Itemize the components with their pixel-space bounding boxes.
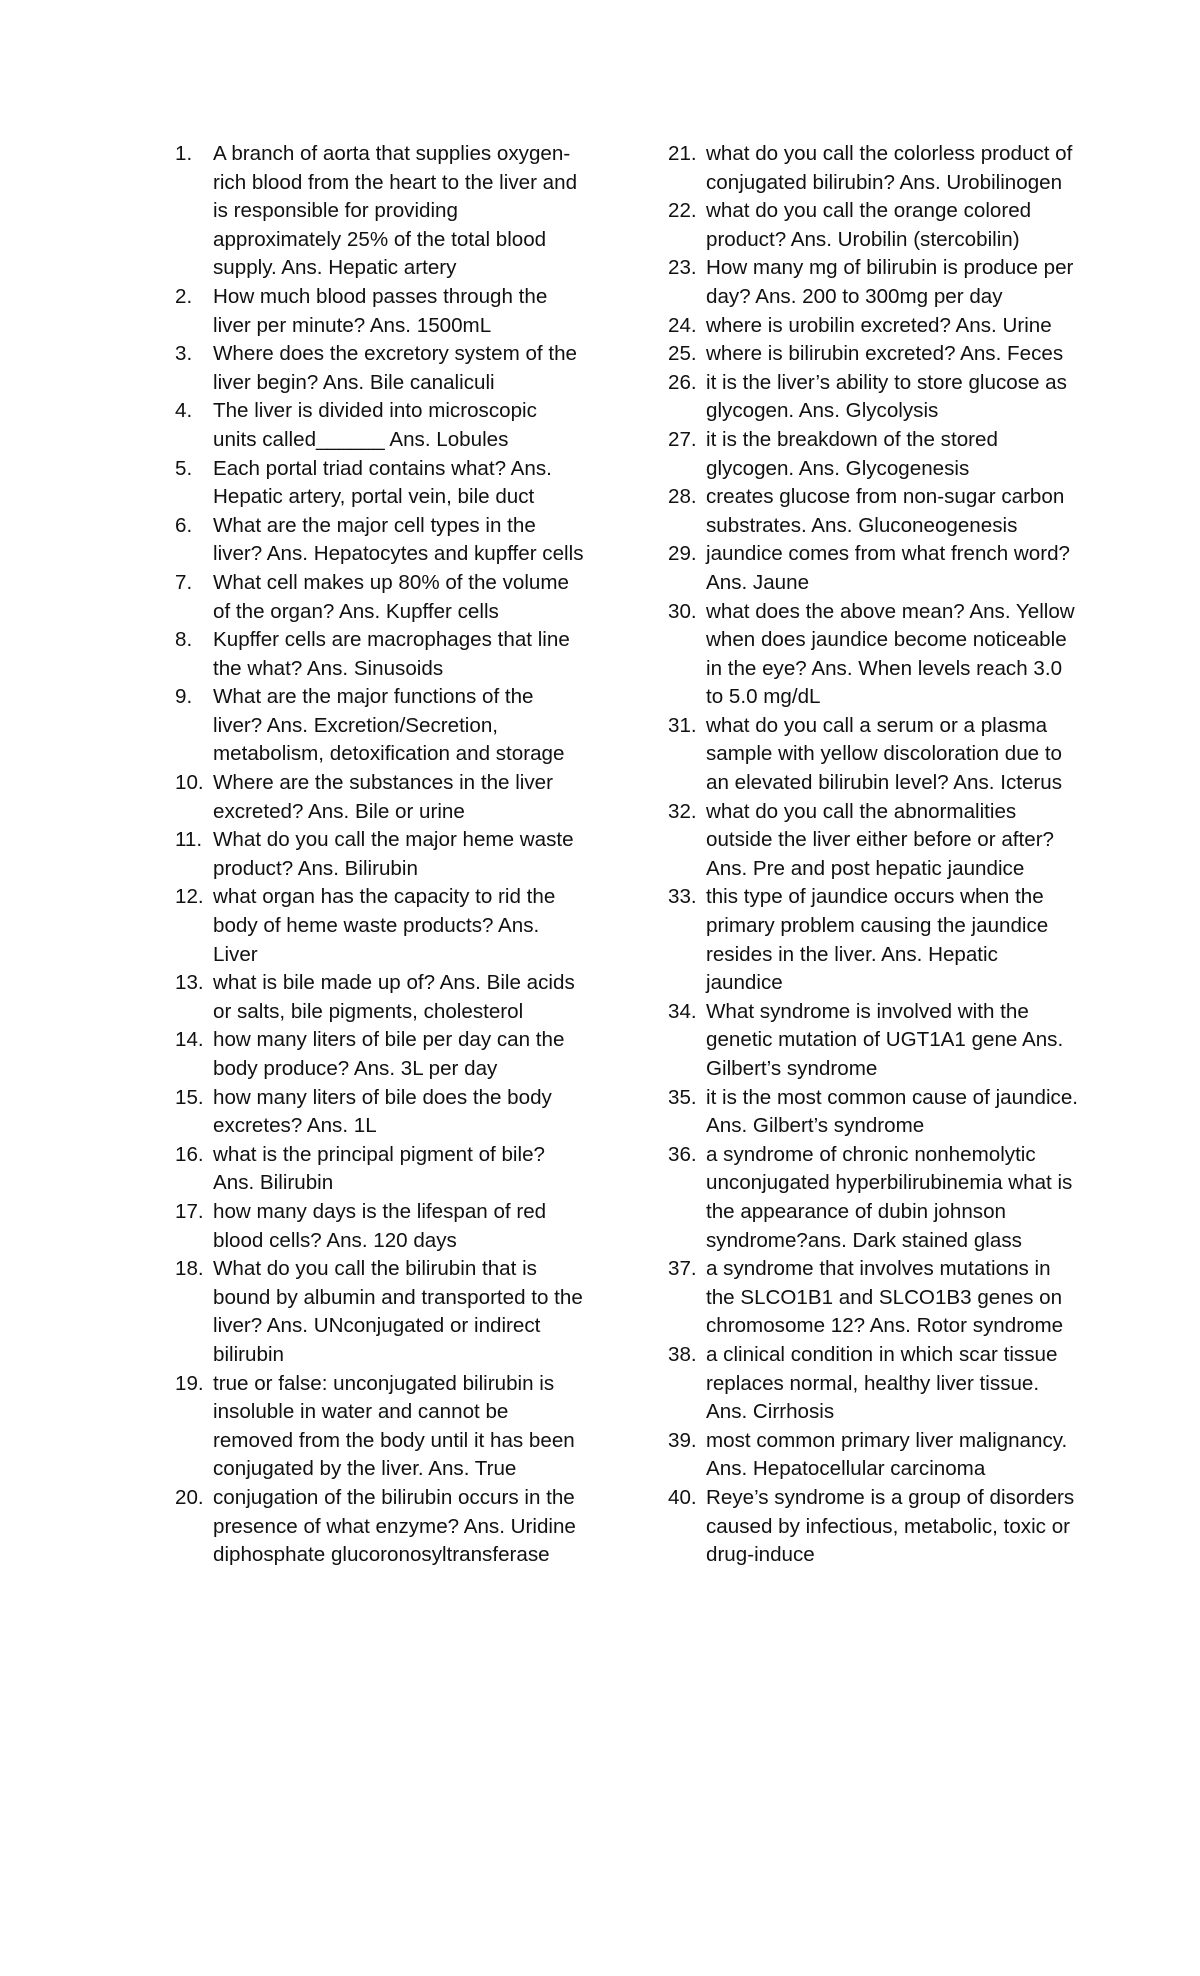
list-item <box>175 1255 585 1369</box>
item-text: a syndrome of chronic nonhemolytic unconjugated hyperbilirubinemia what is the appearance of dubin johnson syndrome?ans. Dark stained glass <box>706 1142 1073 1252</box>
item-text: what do you call the orange colored product? Ans. Urobilin (stercobilin) <box>706 199 1032 251</box>
item-text: What are the major functions of the liver? Ans. Excretion/Secretion, metabolism, detoxification and storage <box>213 685 565 766</box>
item-number: 35. <box>668 1085 697 1109</box>
item-number: 30. <box>668 599 697 623</box>
item-number: 32. <box>668 799 697 823</box>
list-item <box>668 1427 1078 1484</box>
list-item <box>668 712 1078 798</box>
item-text: Each portal triad contains what? Ans. Hepatic artery, portal vein, bile duct <box>213 456 552 509</box>
item-number: 9. <box>175 685 193 709</box>
item-text: what do you call the colorless product of conjugated bilirubin? Ans. Urobilinogen <box>706 142 1073 194</box>
item-text: creates glucose from non-sugar carbon substrates. Ans. Gluconeogenesis <box>706 485 1065 537</box>
item-text: What do you call the major heme waste product? Ans. Bilirubin <box>213 828 574 880</box>
item-number: 19. <box>175 1371 204 1395</box>
item-number: 23. <box>668 256 697 280</box>
list-item <box>668 197 1078 254</box>
list-item <box>668 598 1078 712</box>
item-number: 31. <box>668 713 697 737</box>
list-item <box>668 1484 1078 1570</box>
list-item <box>668 254 1078 311</box>
list-item <box>175 1198 585 1255</box>
list-item <box>175 683 585 769</box>
item-text: The liver is divided into microscopic units called______ Ans. Lobules <box>213 399 537 451</box>
item-number: 8. <box>175 628 193 652</box>
item-text: What are the major cell types in the liver? Ans. Hepatocytes and kupffer cells <box>213 513 584 566</box>
item-number: 18. <box>175 1257 204 1281</box>
list-item <box>668 998 1078 1084</box>
question-list-right <box>668 140 1078 1570</box>
item-text: What syndrome is involved with the genetic mutation of UGT1A1 gene Ans. Gilbert’s syndrome <box>706 999 1064 1080</box>
list-item <box>175 1141 585 1198</box>
item-text: conjugation of the bilirubin occurs in the presence of what enzyme? Ans. Uridine diphosphate glucoronosyltransferase <box>213 1485 576 1567</box>
item-number: 38. <box>668 1342 697 1366</box>
item-number: 14. <box>175 1028 204 1052</box>
item-number: 40. <box>668 1485 697 1509</box>
item-number: 15. <box>175 1085 204 1109</box>
question-list-left <box>175 140 585 1570</box>
item-text: it is the liver’s ability to store glucose as glycogen. Ans. Glycolysis <box>706 370 1067 423</box>
item-text: what do you call a serum or a plasma sample with yellow discoloration due to an elevated bilirubin level? Ans. Icterus <box>706 713 1063 795</box>
list-item <box>175 969 585 1026</box>
list-item <box>175 455 585 512</box>
item-number: 17. <box>175 1199 204 1223</box>
list-item <box>175 340 585 397</box>
list-item <box>175 1370 585 1484</box>
item-number: 20. <box>175 1485 204 1509</box>
list-item <box>175 140 585 283</box>
item-number: 12. <box>175 885 204 909</box>
item-number: 29. <box>668 542 697 566</box>
item-text: A branch of aorta that supplies oxygen- rich blood from the heart to the liver and is responsible for providing approximately 25% of the total blood supply. Ans. Hepatic artery <box>213 142 578 280</box>
item-text: Kupffer cells are macrophages that line the what? Ans. Sinusoids <box>213 628 570 680</box>
list-item <box>175 283 585 340</box>
item-number: 3. <box>175 342 193 366</box>
item-text: how many days is the lifespan of red blood cells? Ans. 120 days <box>213 1199 547 1252</box>
item-number: 39. <box>668 1428 697 1452</box>
item-text: How many mg of bilirubin is produce per day? Ans. 200 to 300mg per day <box>706 256 1074 308</box>
list-item <box>668 1341 1078 1427</box>
item-text: what do you call the abnormalities outside the liver either before or after? Ans. Pre and post hepatic jaundice <box>706 799 1055 880</box>
list-item <box>668 1255 1078 1341</box>
list-item <box>175 826 585 883</box>
item-number: 11. <box>175 828 203 852</box>
item-text: it is the breakdown of the stored glycogen. Ans. Glycogenesis <box>706 427 998 480</box>
item-text: this type of jaundice occurs when the primary problem causing the jaundice resides in the liver. Ans. Hepatic jaundice <box>706 885 1049 995</box>
list-item <box>668 1084 1078 1141</box>
item-number: 1. <box>175 142 193 165</box>
item-text: what organ has the capacity to rid the body of heme waste products? Ans. Liver <box>213 885 556 966</box>
list-item <box>668 140 1078 197</box>
list-item <box>175 883 585 969</box>
item-text: it is the most common cause of jaundice. Ans. Gilbert’s syndrome <box>706 1085 1079 1138</box>
item-number: 16. <box>175 1142 204 1166</box>
item-text: Reye’s syndrome is a group of disorders caused by infectious, metabolic, toxic or drug-induce <box>706 1485 1075 1567</box>
item-number: 24. <box>668 313 697 337</box>
list-item <box>175 769 585 826</box>
list-item <box>668 426 1078 483</box>
item-number: 27. <box>668 427 697 451</box>
item-number: 10. <box>175 771 204 795</box>
item-number: 21. <box>668 142 697 165</box>
list-item <box>175 569 585 626</box>
item-number: 6. <box>175 513 193 537</box>
list-item <box>668 340 1078 369</box>
item-text: how many liters of bile does the body excretes? Ans. 1L <box>213 1085 552 1138</box>
item-text: most common primary liver malignancy. Ans. Hepatocellular carcinoma <box>706 1428 1068 1481</box>
list-item <box>175 1484 585 1570</box>
list-item <box>668 540 1078 597</box>
item-number: 7. <box>175 570 193 594</box>
list-item <box>668 798 1078 884</box>
item-text: a syndrome that involves mutations in the SLCO1B1 and SLCO1B3 genes on chromosome 12? Ans. Rotor syndrome <box>706 1257 1064 1338</box>
item-number: 34. <box>668 999 697 1023</box>
item-number: 22. <box>668 199 697 223</box>
item-number: 4. <box>175 399 193 423</box>
item-text: How much blood passes through the liver per minute? Ans. 1500mL <box>213 284 548 337</box>
item-number: 2. <box>175 284 193 308</box>
item-text: jaundice comes from what french word? Ans. Jaune <box>706 542 1070 594</box>
list-item <box>175 512 585 569</box>
list-item <box>668 883 1078 997</box>
item-text: what does the above mean? Ans. Yellow when does jaundice become noticeable in the eye? Ans. When levels reach 3.0 to 5.0 mg/dL <box>706 599 1075 709</box>
list-item <box>175 397 585 454</box>
item-number: 13. <box>175 971 204 995</box>
item-number: 26. <box>668 370 697 394</box>
list-item <box>175 1084 585 1141</box>
item-number: 5. <box>175 456 193 480</box>
right-column <box>668 140 1078 1570</box>
item-text: where is urobilin excreted? Ans. Urine <box>706 313 1052 337</box>
list-item <box>175 1026 585 1083</box>
item-text: What cell makes up 80% of the volume of the organ? Ans. Kupffer cells <box>213 570 569 623</box>
item-text: true or false: unconjugated bilirubin is insoluble in water and cannot be removed from the body until it has been conjugated by the liver. Ans. True <box>213 1371 575 1481</box>
item-text: how many liters of bile per day can the body produce? Ans. 3L per day <box>213 1028 565 1080</box>
list-item <box>668 369 1078 426</box>
item-number: 37. <box>668 1257 697 1281</box>
item-number: 25. <box>668 342 697 366</box>
list-item <box>668 1141 1078 1255</box>
item-text: Where are the substances in the liver excreted? Ans. Bile or urine <box>213 771 553 823</box>
left-column <box>175 140 585 1570</box>
list-item <box>668 483 1078 540</box>
list-item <box>175 626 585 683</box>
item-number: 36. <box>668 1142 697 1166</box>
item-text: where is bilirubin excreted? Ans. Feces <box>706 342 1064 366</box>
item-number: 28. <box>668 485 697 509</box>
item-text: what is the principal pigment of bile? Ans. Bilirubin <box>213 1142 545 1195</box>
item-text: What do you call the bilirubin that is bound by albumin and transported to the liver? Ans. UNconjugated or indirect bilirubin <box>213 1257 583 1366</box>
item-text: what is bile made up of? Ans. Bile acids or salts, bile pigments, cholesterol <box>213 971 575 1023</box>
item-number: 33. <box>668 885 697 909</box>
list-item <box>668 312 1078 341</box>
item-text: Where does the excretory system of the liver begin? Ans. Bile canaliculi <box>213 342 577 394</box>
item-text: a clinical condition in which scar tissue replaces normal, healthy liver tissue. Ans. Cirrhosis <box>706 1342 1058 1424</box>
